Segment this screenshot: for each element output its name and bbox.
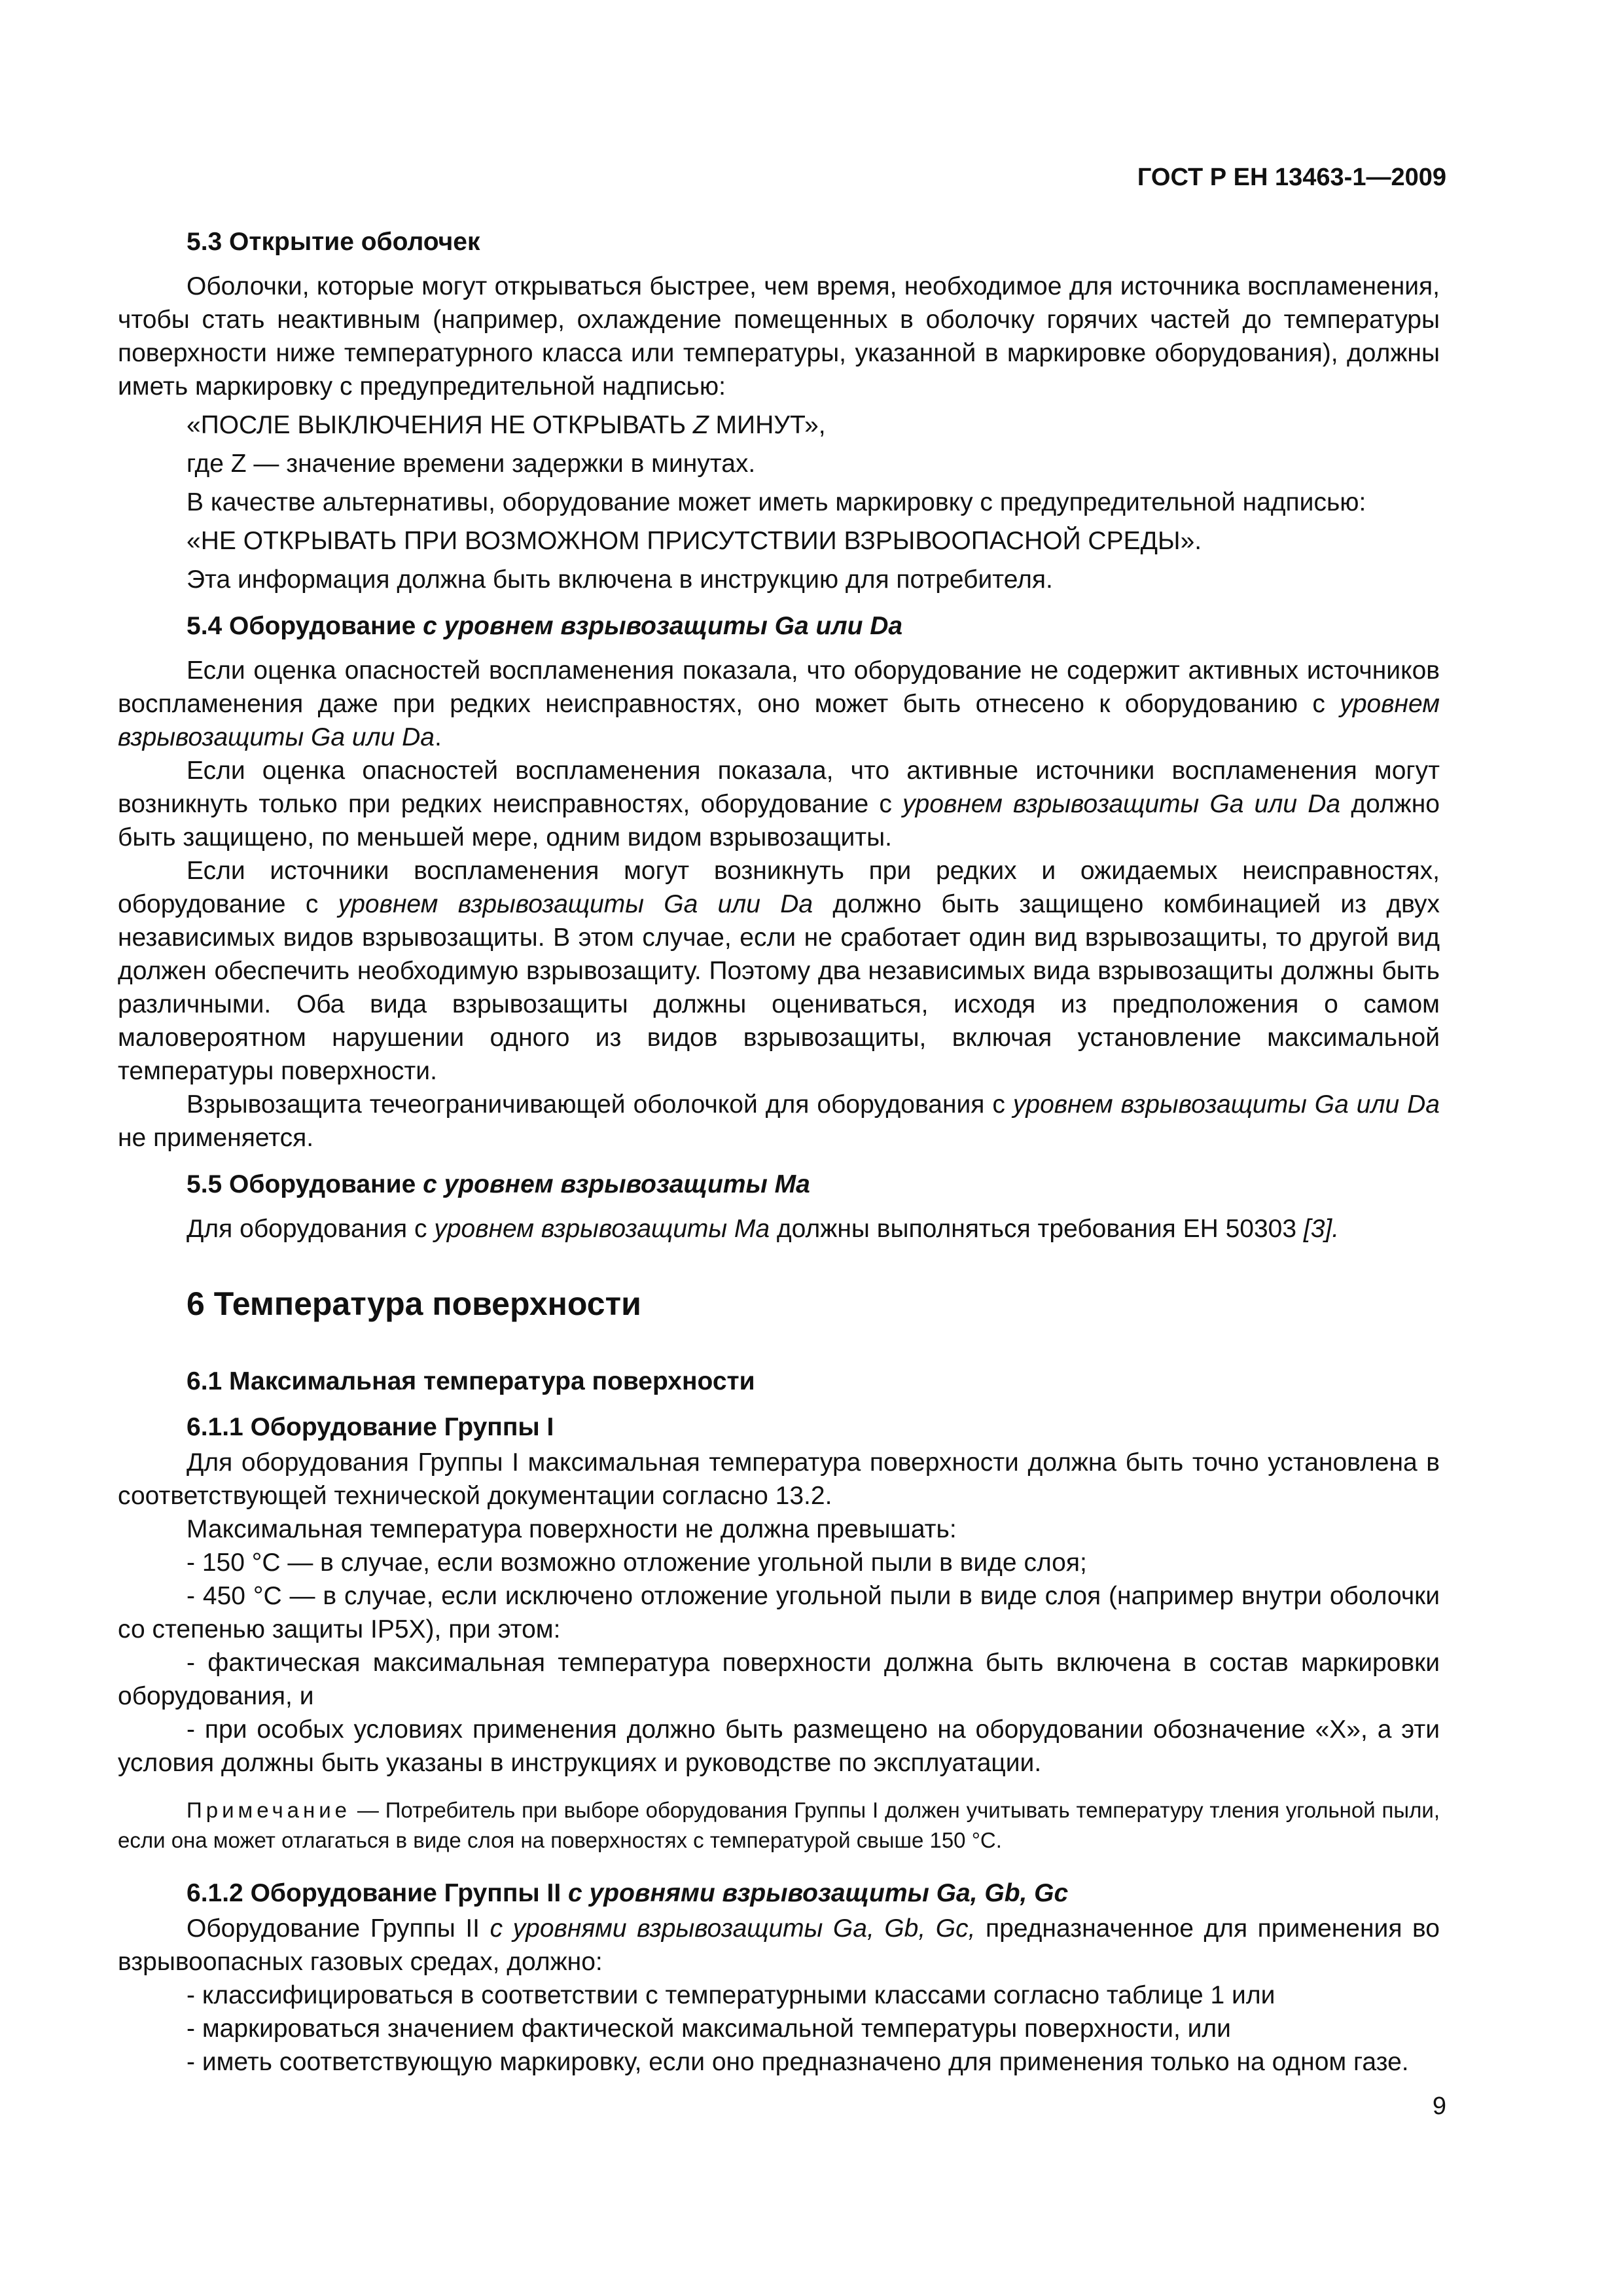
- paragraph: В качестве альтернативы, оборудование может иметь маркировку с предупредительной надписью:: [187, 488, 1366, 516]
- paragraph: Оборудование Группы II с уровнями взрывозащиты Ga, Gb, Gc, предназначенное для применения во взрывоопасных газовых средах, должно:: [118, 1914, 1440, 1976]
- paragraph: где Z — значение времени задержки в минутах.: [187, 450, 756, 478]
- paragraph: Если оценка опасностей воспламенения показала, что активные источники воспламенения могут возникнуть только при редких неисправностях, оборудование с уровнем взрывозащиты Ga или Da должно быть защищено, по меньшей мере, одним видом взрывозащиты.: [118, 757, 1440, 852]
- section-5-5-title: 5.5 Оборудование с уровнем взрывозащиты Ma: [187, 1170, 810, 1198]
- section-5-3-title: 5.3 Открытие оболочек: [187, 228, 480, 256]
- list-item: - 450 °С — в случае, если исключено отложение угольной пыли в виде слоя (например внутри оболочки со степенью защиты IP5X), при этом:: [118, 1582, 1440, 1643]
- paragraph: Если оценка опасностей воспламенения показала, что оборудование не содержит активных источников воспламенения даже при редких неисправностях, оно может быть отнесено к оборудованию с уровнем взрывозащиты Ga или Da.: [118, 656, 1440, 751]
- section-6-title: 6 Температура поверхности: [187, 1285, 641, 1322]
- page-content: [118, 224, 1440, 2079]
- list-item: - 150 °С — в случае, если возможно отложение угольной пыли в виде слоя;: [187, 1549, 1087, 1577]
- document-header: ГОСТ Р ЕН 13463-1—2009: [1137, 164, 1446, 191]
- section-6-1-2-title: 6.1.2 Оборудование Группы II с уровнями взрывозащиты Ga, Gb, Gc: [187, 1879, 1069, 1907]
- paragraph: Максимальная температура поверхности не должна превышать:: [187, 1515, 957, 1543]
- page-number: 9: [1432, 2092, 1446, 2120]
- paragraph: Если источники воспламенения могут возникнуть при редких и ожидаемых неисправностях, оборудование с уровнем взрывозащиты Ga или Da должно быть защищено комбинацией из двух независимых видов взрывозащиты. В этом случае, если не сработает один вид взрывозащиты, то другой вид должен обеспечить необходимую взрывозащиту. Поэтому два независимых вида взрывозащиты должны быть различными. Оба вида взрывозащиты должны оцениваться, исходя из предположения о самом маловероятном нарушении одного из видов взрывозащиты, включая установление максимальной температуры поверхности.: [118, 857, 1440, 1085]
- note-label: Примечание: [187, 1798, 351, 1822]
- section-6-1-title: 6.1 Максимальная температура поверхности: [187, 1367, 755, 1395]
- paragraph: Эта информация должна быть включена в инструкцию для потребителя.: [187, 565, 1053, 594]
- list-item: - при особых условиях применения должно быть размещено на оборудовании обозначение «X», а эти условия должны быть указаны в инструкциях и руководстве по эксплуатации.: [118, 1715, 1440, 1777]
- paragraph: Для оборудования Группы I максимальная температура поверхности должна быть точно установлена в соответствующей технической документации согласно 13.2.: [118, 1448, 1440, 1510]
- paragraph: Для оборудования с уровнем взрывозащиты Ma должны выполняться требования ЕН 50303 [3].: [187, 1215, 1340, 1243]
- section-5-4-title: 5.4 Оборудование с уровнем взрывозащиты Ga или Da: [187, 612, 903, 640]
- paragraph: Взрывозащита течеограничивающей оболочкой для оборудования с уровнем взрывозащиты Ga или Da не применяется.: [118, 1090, 1440, 1152]
- list-item: - классифицироваться в соответствии с температурными классами согласно таблице 1 или: [187, 1981, 1275, 2009]
- note: Примечание — Потребитель при выборе оборудования Группы I должен учитывать температуру тления угольной пыли, если она может отлагаться в виде слоя на поверхностях с температурой свыше 150 °С.: [118, 1798, 1440, 1852]
- list-item: - иметь соответствующую маркировку, если оно предназначено для применения только на одном газе.: [187, 2048, 1409, 2076]
- paragraph: «ПОСЛЕ ВЫКЛЮЧЕНИЯ НЕ ОТКРЫВАТЬ Z МИНУТ»,: [187, 411, 826, 439]
- paragraph: Оболочки, которые могут открываться быстрее, чем время, необходимое для источника воспламенения, чтобы стать неактивным (например, охлаждение помещенных в оболочку горячих частей до температуры поверхности ниже температурного класса или температуры, указанной в маркировке оборудования), должны иметь маркировку с предупредительной надписью:: [118, 272, 1440, 401]
- list-item: - маркироваться значением фактической максимальной температуры поверхности, или: [187, 2015, 1231, 2043]
- section-6-1-1-title: 6.1.1 Оборудование Группы I: [187, 1413, 554, 1441]
- list-item: - фактическая максимальная температура поверхности должна быть включена в состав маркировки оборудования, и: [118, 1649, 1440, 1710]
- paragraph: «НЕ ОТКРЫВАТЬ ПРИ ВОЗМОЖНОМ ПРИСУТСТВИИ ВЗРЫВООПАСНОЙ СРЕДЫ».: [187, 527, 1202, 555]
